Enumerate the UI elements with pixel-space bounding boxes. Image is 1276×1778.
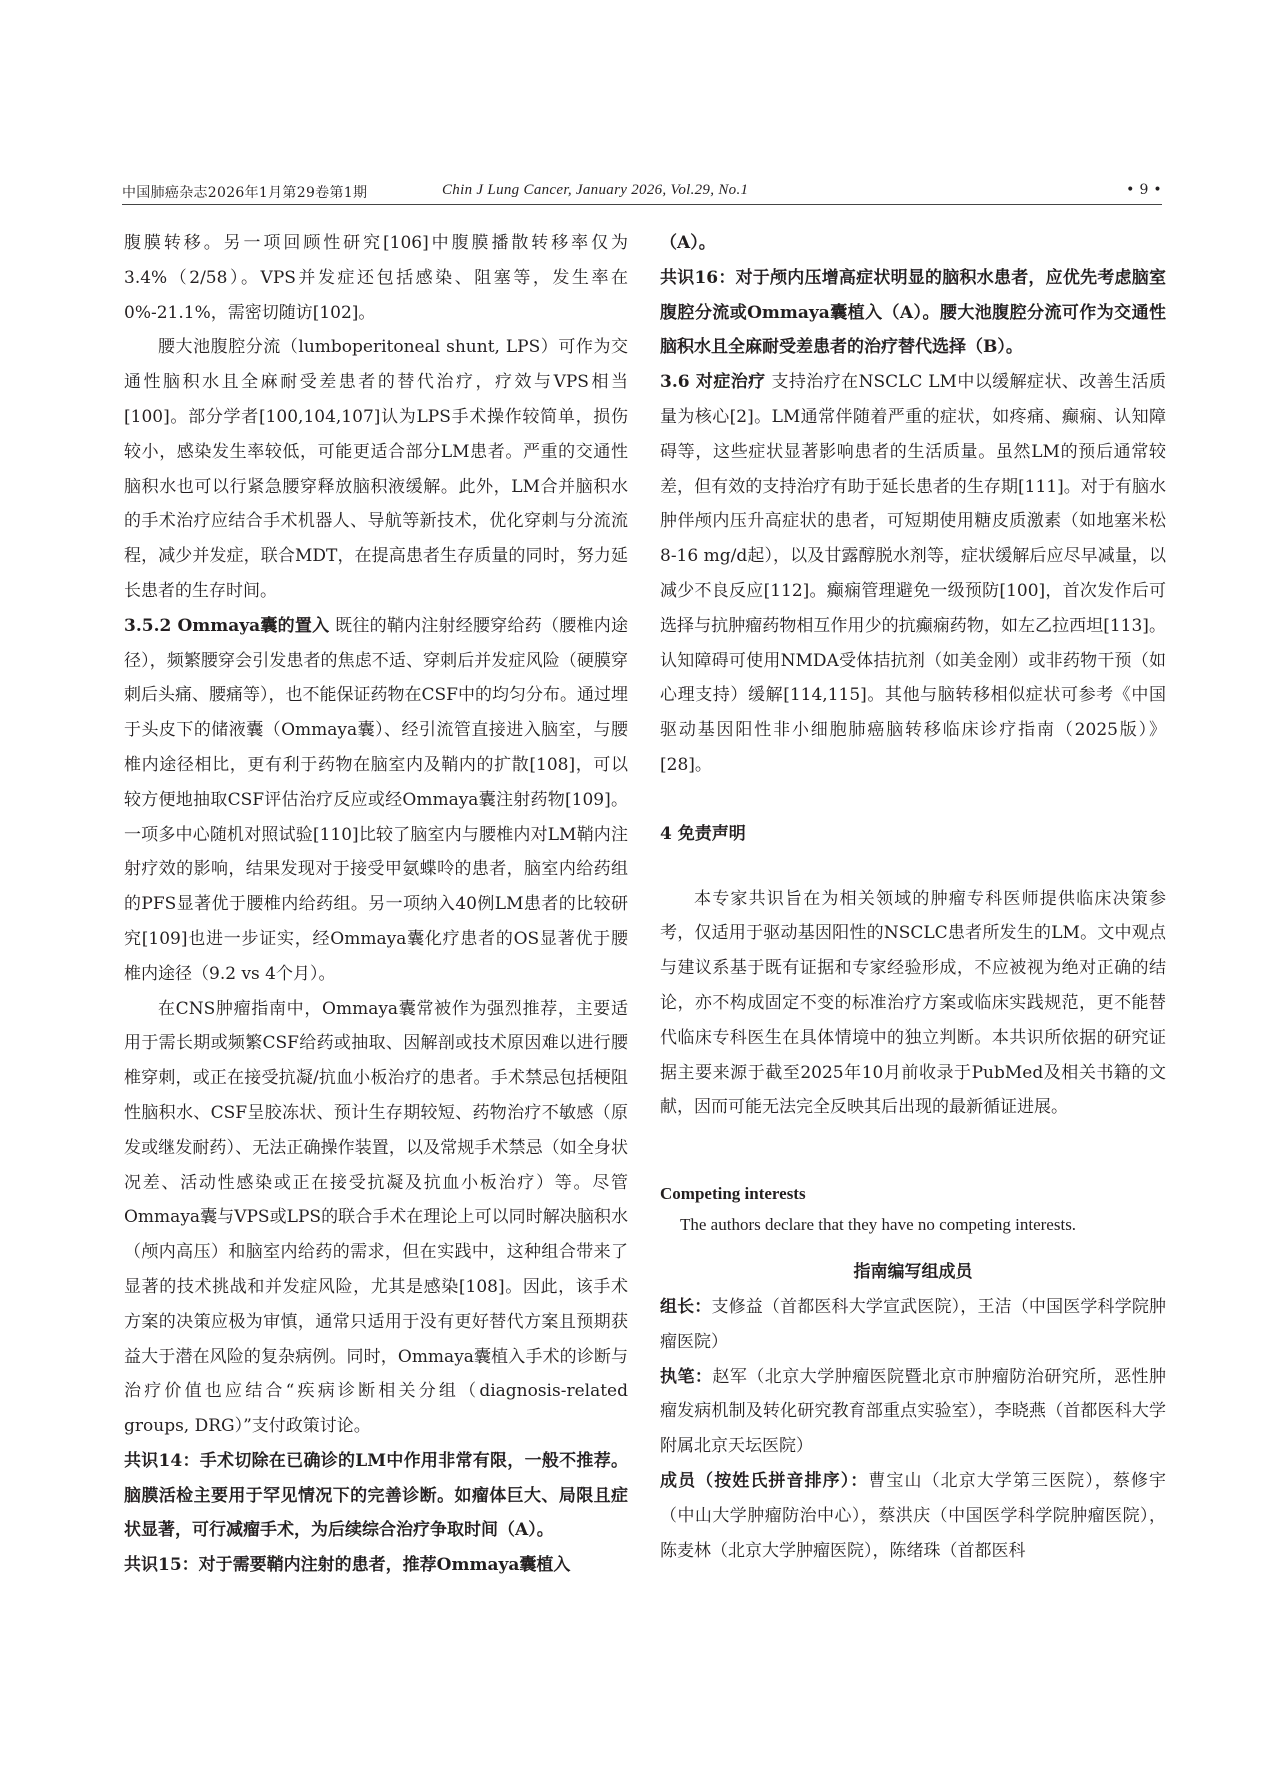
section-4-heading: 4 免责声明: [660, 823, 746, 844]
consensus-14: 共识14：手术切除在已确诊的LM中作用非常有限，一般不推荐。脑膜活检主要用于罕见情况下的完善诊断。如瘤体巨大、局限且症状显著，可行减瘤手术，为后续综合治疗争取时间（A）。: [124, 1450, 628, 1541]
members-leader: [660, 1290, 1166, 1360]
section-heading-symptomatic: 3.6 对症治疗: [660, 372, 766, 393]
consensus-15-end: （A）。: [660, 233, 716, 253]
journal-name-en: Chin J Lung Cancer, January 2026, Vol.29, No.1: [442, 182, 749, 198]
paragraph-lps: 腰大池腹腔分流（lumboperitoneal shunt, LPS）可作为交通性脑积水且全麻耐受差患者的替代治疗，疗效与VPS相当[100]。部分学者[100,104,107]认为LPS手术操作较简单，损伤较小，感染发生率较低，可能更适合部分LM患者。严重的交通性脑积水也可以行紧急腰穿释放脑积液缓解。此外，LM合并脑积水的手术治疗应结合手术机器人、导航等新技术，优化穿刺与分流流程，减少并发症，联合MDT，在提高患者生存质量的同时，努力延长患者的生存时间。: [124, 337, 628, 601]
section-body-ommaya: 既往的鞘内注射经腰穿给药（腰椎内途径），频繁腰穿会引发患者的焦虑不适、穿刺后并发症风险（硬膜穿刺后头痛、腰痛等），也不能保证药物在CSF中的均匀分布。通过埋于头皮下的储液囊（Ommaya囊）、经引流管直接进入脑室，与腰椎内途径相比，更有利于药物在脑室内及鞘内的扩散[108]，可以较方便地抽取CSF评估治疗反应或经Ommaya囊注射药物[109]。一项多中心随机对照试验[110]比较了脑室内与腰椎内对LM鞘内注射疗效的影响，结果发现对于接受甲氨蝶呤的患者，脑室内给药组的PFS显著优于腰椎内给药组。另一项纳入40例LM患者的比较研究[109]也进一步证实，经Ommaya囊化疗患者的OS显著优于腰椎内途径（9.2 vs 4个月）。: [124, 615, 629, 984]
paragraph-disclaimer: 本专家共识旨在为相关领域的肿瘤专科医师提供临床决策参考，仅适用于驱动基因阳性的NSCLC患者所发生的LM。文中观点与建议系基于既有证据和专家经验形成，不应被视为绝对正确的结论，亦不构成固定不变的标准治疗方案或临床实践规范，更不能替代临床专科医生在具体情境中的独立判断。本共识所依据的研究证据主要来源于截至2025年10月前收录于PubMed及相关书籍的文献，因而可能无法完全反映其后出现的最新循证进展。: [660, 888, 1166, 1118]
members-writer: [660, 1360, 1166, 1464]
journal-name: 中国肺癌杂志2026年1月第29卷第1期: [122, 185, 368, 201]
writer-names: 赵军（北京大学肿瘤医院暨北京市肿瘤防治研究所，恶性肿瘤发病机制及转化研究教育部重点实验室），李晓燕（首都医科大学附属北京天坛医院）: [660, 1366, 1167, 1457]
consensus-15: 共识15：对于需要鞘内注射的患者，推荐Ommaya囊植入: [124, 1555, 571, 1576]
competing-interests-text: The authors declare that they have no competing interests.: [680, 1215, 1077, 1235]
members-list: [660, 1464, 1166, 1568]
leader-label: 组长：: [660, 1296, 712, 1317]
section-heading-ommaya: 3.5.2 Ommaya囊的置入: [124, 615, 330, 636]
running-header: [122, 182, 1162, 205]
paragraph-vps-complications: 腹膜转移。另一项回顾性研究[106]中腹膜播散转移率仅为3.4%（2/58）。VPS并发症还包括感染、阻塞等，发生率在0%-21.1%，需密切随访[102]。: [124, 233, 628, 323]
members-names: 曹宝山（北京大学第三医院），蔡修宇（中山大学肿瘤防治中心），蔡洪庆（中国医学科学院肿瘤医院），陈麦林（北京大学肿瘤医院），陈绪珠（首都医科: [660, 1470, 1167, 1561]
section-3-5-2: [124, 609, 628, 992]
members-label: 成员（按姓氏拼音排序）：: [660, 1470, 869, 1491]
consensus-16: 共识16：对于颅内压增高症状明显的脑积水患者，应优先考虑脑室腹腔分流或Ommaya囊植入（A）。腰大池腹腔分流可作为交通性脑积水且全麻耐受差患者的治疗替代选择（B）。: [660, 267, 1166, 358]
right-column: [660, 226, 1166, 1568]
members-title: 指南编写组成员: [853, 1262, 973, 1283]
section-body-symptomatic: 支持治疗在NSCLC LM中以缓解症状、改善生活质量为核心[2]。LM通常伴随着严重的症状，如疼痛、癫痫、认知障碍等，这些症状显著影响患者的生活质量。虽然LM的预后通常较差，但有效的支持治疗有助于延长患者的生存期[111]。对于有脑水肿伴颅内压升高症状的患者，可短期使用糖皮质激素（如地塞米松8-16 mg/d起），以及甘露醇脱水剂等，症状缓解后应尽早减量，以减少不良反应[112]。癫痫管理避免一级预防[100]，首次发作后可选择与抗肿瘤药物相互作用少的抗癫痫药物，如左乙拉西坦[113]。认知障碍可使用NMDA受体拮抗剂（如美金刚）或非药物干预（如心理支持）缓解[114,115]。其他与脑转移相似症状可参考《中国驱动基因阳性非小细胞肺癌脑转移临床诊疗指南（2025版）》[28]。: [660, 372, 1166, 775]
page-number: • 9 •: [1126, 182, 1162, 198]
leader-names: 支修益（首都医科大学宣武医院），王洁（中国医学科学院肿瘤医院）: [660, 1296, 1167, 1352]
paragraph-cns-guideline: 在CNS肿瘤指南中，Ommaya囊常被作为强烈推荐，主要适用于需长期或频繁CSF给药或抽取、因解剖或技术原因难以进行腰椎穿刺，或正在接受抗凝/抗血小板治疗的患者。手术禁忌包括梗阻性脑积水、CSF呈胶冻状、预计生存期较短、药物治疗不敏感（原发或继发耐药）、无法正确操作装置，以及常规手术禁忌（如全身状况差、活动性感染或正在接受抗凝及抗血小板治疗）等。尽管Ommaya囊与VPS或LPS的联合手术在理论上可以同时解决脑积水（颅内高压）和脑室内给药的需求，但在实践中，这种组合带来了显著的技术挑战和并发症风险，尤其是感染[108]。因此，该手术方案的决策应极为审慎，通常只适用于没有更好替代方案且预期获益大于潜在风险的复杂病例。同时，Ommaya囊植入手术的诊断与治疗价值也应结合“疾病诊断相关分组（diagnosis-related groups, DRG）”支付政策讨论。: [124, 998, 628, 1437]
left-column: [124, 226, 628, 1583]
section-3-6: [660, 365, 1166, 783]
competing-interests-heading: Competing interests: [660, 1184, 806, 1204]
writer-label: 执笔：: [660, 1366, 713, 1387]
